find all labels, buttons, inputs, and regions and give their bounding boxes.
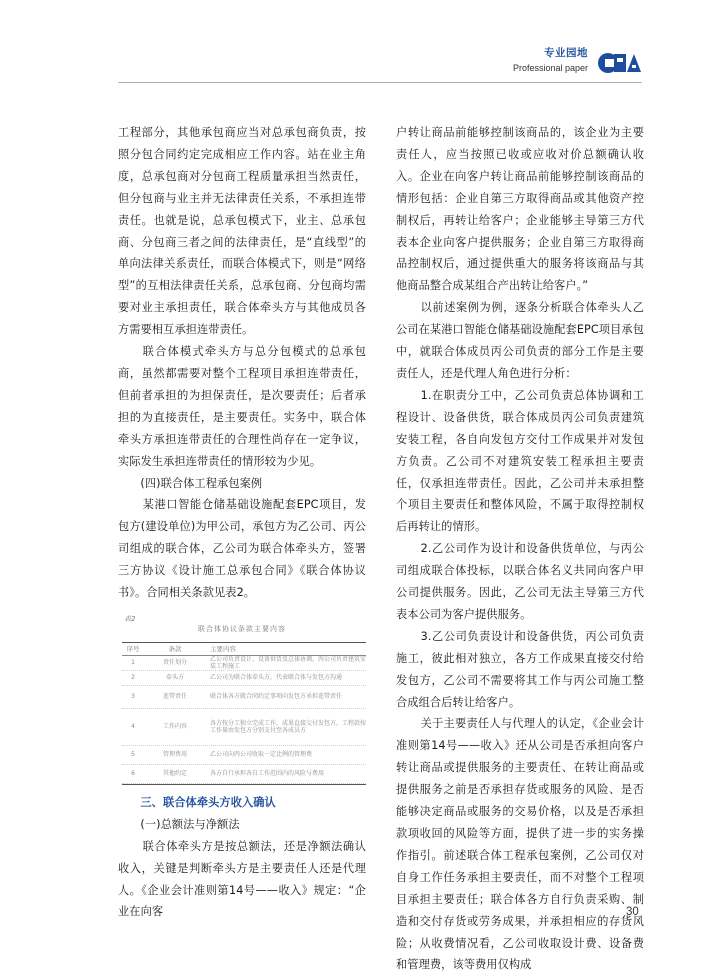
table-cell: 各方自行承担各自工作范围内的风险与费用 (210, 770, 325, 778)
table-row (122, 709, 366, 746)
table-header-cell: 序号 (126, 645, 140, 654)
table (122, 642, 366, 785)
table-cell: 乙公司负责设计、设备供货及总体协调，丙公司负责建筑安装工程施工 (210, 655, 367, 670)
header-text (513, 48, 588, 73)
table-row (122, 746, 366, 765)
table-cell: 联合体各方就合同约定事项向发包方承担连带责任 (210, 693, 343, 701)
table-row (122, 671, 366, 686)
page-number: 30 (626, 906, 639, 918)
table-cell: 5 (131, 751, 135, 759)
cpa-logo-icon (596, 50, 642, 76)
table-cell: 2 (131, 674, 135, 682)
table-cell: 乙公司为联合体牵头方，代表联合体与发包方沟通 (210, 674, 343, 682)
table-header-row (122, 643, 366, 656)
table-header-cell: 条款 (168, 645, 182, 654)
table-cell: 连带责任 (162, 693, 187, 701)
table-title: 联合体协议条款主要内容 (198, 624, 286, 633)
section-title-en: Professional paper (512, 62, 588, 73)
table-cell: 3 (131, 693, 135, 701)
paragraph: 关于主要责任人与代理人的认定，《企业会计准则第14号——收入》还从公司是否承担向客户转让商品或提供服务的主要责任、在转让商品或提供服务之前是否承担存货或服务的风险、是否能够决定商品或服务的交易价格，以及是否承担款项收回的风险等方面，提供了进一步的实务操作指引。前述联合体工程承包案例，乙公司仅对自身工作任务承担主要责任，而不对整个工程项目承担主要责任；联合体各方自行负责采购、制造和交付存货或劳务成果，并承担相应的存货风险；从收费情况看，乙公司收取设计费、设备费和管理费，该等费用仅构成 (396, 717, 644, 972)
table-cell: 6 (131, 770, 135, 778)
table-cell: 工作内容 (162, 723, 187, 731)
table-cell: 责任划分 (162, 659, 187, 667)
paragraph: 户转让商品前能够控制该商品的，该企业为主要责任人，应当按照已收或应收对价总额确认收入。企业在向客户转让商品前能够控制该商品的情形包括：企业自第三方取得商品或其他资产控制权后，再转让给客户；企业能够主导第三方代表本企业向客户提供服务；企业自第三方取得商品控制权后，通过提供重大的服务将该商品与其他商品整合成某组合产出转让给客户。” (396, 126, 644, 293)
table-row (122, 686, 366, 709)
table-cell: 1 (131, 659, 135, 667)
table-cell: 管理费用 (162, 751, 187, 759)
table-tag: 表2 (124, 614, 136, 623)
left-column (118, 122, 366, 923)
table-bottom-rule (122, 784, 366, 785)
table-figure (118, 614, 366, 782)
section-title-cn: 专业园地 (544, 47, 588, 59)
table-row (122, 656, 366, 671)
paragraph: 联合体模式牵头方与总分包模式的总承包商，虽然都需要对整个工程项目承担连带责任，但前者承担的为担保责任，是次要责任；后者承担的为直接责任，是主要责任。实务中，联合体牵头方承担连带责任的合理性尚存在一定争议，实际发生承担连带责任的情形较为少见。 (118, 345, 366, 468)
paragraph: 2.乙公司作为设计和设备供货单位，与丙公司组成联合体投标，以联合体名义共同向客户甲公司提供服务。因此，乙公司无法主导第三方代表本公司为客户提供服务。 (396, 542, 644, 621)
table-cell: 牵头方 (165, 674, 184, 682)
table-header-cell: 主要内容 (210, 645, 236, 654)
section-heading: 三、联合体牵头方收入确认 (140, 795, 276, 809)
header-rule (118, 82, 642, 83)
page-header (513, 48, 642, 76)
right-column (396, 122, 644, 976)
table-cell: 4 (131, 723, 135, 731)
paragraph: 3.乙公司负责设计和设备供货，丙公司负责施工，彼此相对独立，各方工作成果直接交付给发包方，乙公司不需要将其工作与丙公司施工整合成组合后转让给客户。 (396, 629, 644, 709)
subsection-heading: (一)总额法与净额法 (140, 817, 240, 831)
paragraph: 以前述案例为例，逐条分析联合体牵头人乙公司在某港口智能仓储基础设施配套EPC项目承包中，就联合体成员丙公司负责的部分工作是主要责任人，还是代理人角色进行分析： (396, 301, 644, 380)
paragraph: 1.在职责分工中，乙公司负责总体协调和工程设计、设备供货，联合体成员丙公司负责建筑安装工程，各自向发包方交付工作成果并对发包方负责。乙公司不对建筑安装工程承担主要责任，仅承担连带责任。因此，乙公司并未承担整个项目主要责任和整体风险，不属于取得控制权后再转让的情形。 (396, 388, 644, 534)
paragraph: 联合体牵头方是按总额法，还是净额法确认收入，关键是判断牵头方是主要责任人还是代理人。《企业会计准则第14号——收入》规定：“企业在向客 (118, 839, 366, 919)
table-cell: 乙公司向丙公司收取一定比例的管理费 (210, 751, 313, 759)
table-row (122, 765, 366, 784)
subsection-heading: (四)联合体工程承包案例 (140, 476, 263, 490)
paragraph: 某港口智能仓储基础设施配套EPC项目，发包方(建设单位)为甲公司，承包方为乙公司、丙公司组成的联合体，乙公司为联合体牵头方，签署三方协议《设计施工总承包合同》《联合体协议书》。合同相关条款见表2。 (118, 498, 366, 600)
table-cell: 各方按分工独立完成工作，成果直接交付发包方，工程款按工作量由发包方分别支付至各成员方 (210, 719, 367, 734)
paragraph: 工程部分，其他承包商应当对总承包商负责，按照分包合同约定完成相应工作内容。站在业主角度，总承包商对分包商工程质量承担当然责任，但分包商与业主并无法律责任关系，不承担连带责任。也就是说，总承包模式下，业主、总承包商、分包商三者之间的法律责任，是“直线型”的单向法律关系责任，而联合体模式下，则是“网络型”的互相法律责任关系，总承包商、分包商均需要对业主承担责任，联合体牵头方与其他成员各方需要相互承担连带责任。 (118, 126, 366, 337)
table-cell: 其他约定 (162, 770, 187, 778)
